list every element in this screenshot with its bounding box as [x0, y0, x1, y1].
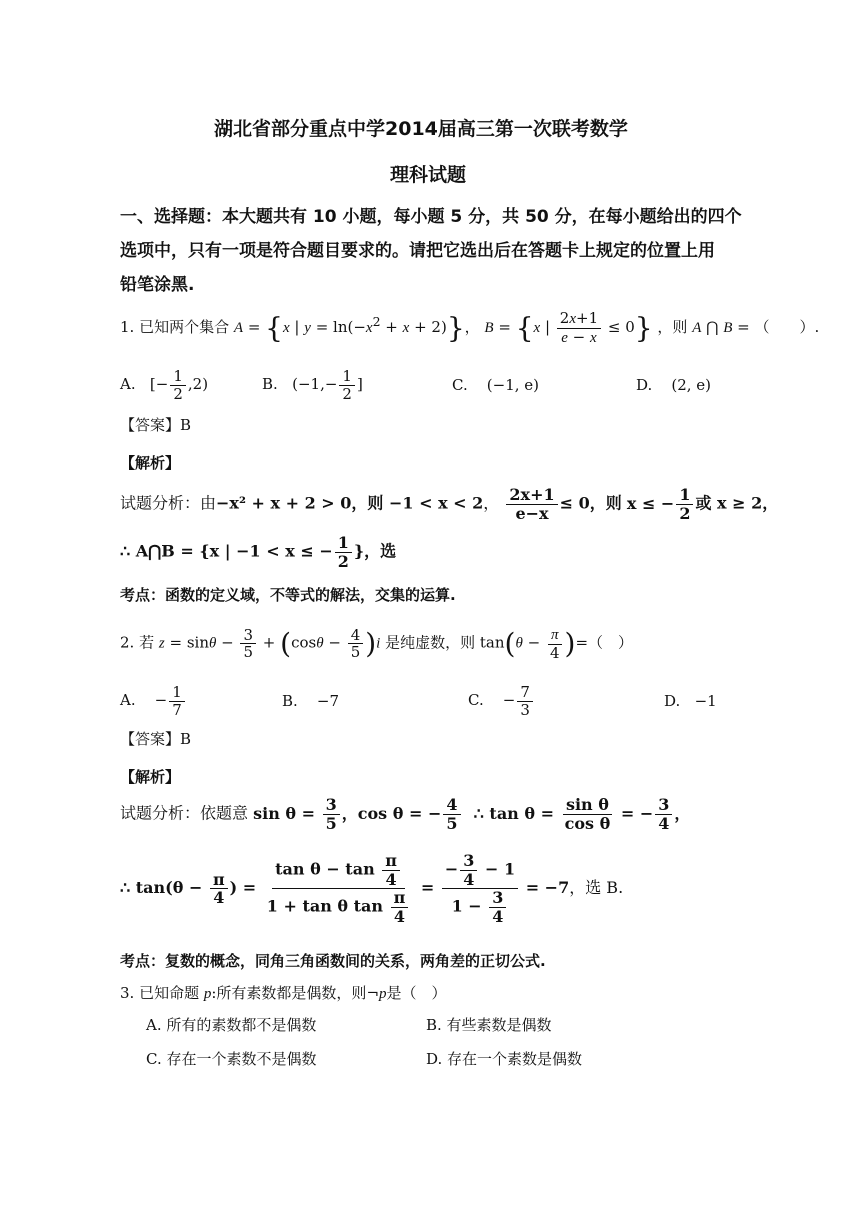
analysis-lead: 试题分析：依题意 — [120, 803, 249, 823]
question-1-blank: （ ）. — [754, 318, 820, 336]
question-3-option-a: A. 所有的素数都不是偶数 — [146, 1016, 317, 1034]
question-2-answer: 【答案】B — [120, 730, 192, 748]
question-1-analysis-label: 【解析】 — [120, 454, 181, 472]
analysis-1-expr: −x² + x + 2 > 0，则 −1 < x < 2 — [216, 493, 484, 513]
question-2-option-a: A. − $\frac{1}{7}$ — [120, 684, 187, 718]
question-2-option-d — [664, 692, 717, 710]
question-2-prefix: 2. 若 — [120, 633, 155, 652]
question-2-mid: 是纯虚数，则 — [385, 633, 476, 652]
option-b-value: −7 — [316, 692, 339, 710]
question-2-analysis-line2: ∴ tan(θ − $\frac{\pi}{4}$ ) = tan θ − tan $\frac{\pi}{4}$ 1 + tan θ tan $\frac{\pi}{4}$ = − $\frac{3}{4}$ − 1 1 − $\frac{3}{4}$ = −7，选 B. — [120, 851, 624, 926]
analysis-1-sep: ， — [483, 493, 500, 513]
option-d-label: D. — [636, 376, 653, 394]
question-1-knowledge-point: 考点：函数的定义域，不等式的解法，交集的运算. — [120, 586, 456, 604]
page-subtitle: 理科试题 — [390, 164, 467, 186]
option-b-label: B. — [282, 692, 298, 710]
question-2-analysis-line1: 试题分析：依题意 sin θ = $\frac{3}{5}$ ，cos θ = − $\frac{4}{5}$ ∴ tan θ = $\frac{\text{sin θ}}{\text{cos θ}}$ = − $\frac{3}{4}$ ， — [120, 795, 691, 833]
question-1-analysis-line2: ∴ A⋂B = {x | −1 < x ≤ − $\frac{1}{2}$ }，选 — [120, 533, 397, 571]
analysis-2-tail: }，选 — [353, 541, 397, 561]
option-a-label: A. — [120, 691, 136, 709]
question-2-blank: =（ ） — [575, 633, 634, 652]
question-2-stem: 2. 若 z = sinθ − $\frac{3}{5}$ + (cosθ − $\frac{4}{5}$ )i 是纯虚数，则 tan(θ − $\frac{\pi}{4}$ )=（ ） — [120, 625, 634, 662]
analysis-1-lead: 试题分析：由 — [120, 493, 217, 513]
analysis-2-tail: ，选 B. — [569, 878, 624, 898]
section-instructions-line2: 选项中，只有一项是符合题目要求的。请把它选出后在答题卡上规定的位置上用 — [120, 241, 715, 261]
option-d-value: −1 — [694, 692, 717, 710]
analysis-1-cond: ≤ 0，则 — [559, 493, 622, 513]
page-title: 湖北省部分重点中学2014届高三第一次联考数学 — [214, 118, 628, 140]
option-b-prefix: (−1,− — [292, 375, 338, 393]
option-d-value: (2, e) — [671, 376, 712, 394]
analysis-1-or: 或 x ≥ 2， — [695, 493, 779, 513]
question-1-option-b: B. (−1,− $\frac{1}{2}$ ] — [262, 367, 363, 403]
question-1-suffix: ，则 — [657, 318, 688, 336]
section-instructions-line3: 铅笔涂黑. — [120, 275, 195, 295]
question-1-option-d — [636, 376, 711, 394]
question-3-option-c: C. 存在一个素数不是偶数 — [146, 1050, 317, 1068]
question-1-stem: 1. 已知两个集合 A = {x | $y = \ln(-x^2 + x + 2)$}， B = {x | $\frac{2x+1}{e - x}$ ≤ 0} ，则 A ⋂ B = （ ）. — [120, 309, 820, 346]
question-1-answer: 【答案】B — [120, 416, 192, 434]
question-3-option-d: D. 存在一个素数是偶数 — [426, 1050, 583, 1068]
analysis-2-expr: ∴ A⋂B = {x | −1 < x ≤ − — [120, 541, 333, 561]
question-1-option-a: A. [− $\frac{1}{2}$ ,2) — [120, 367, 209, 403]
option-c-value: (−1, e) — [486, 376, 540, 394]
question-2-option-b — [282, 692, 339, 710]
option-b-label: B. — [262, 375, 278, 393]
question-2-knowledge-point: 考点：复数的概念，同角三角函数间的关系，两角差的正切公式. — [120, 952, 546, 970]
question-1-option-c — [452, 376, 539, 394]
question-3-prefix: 3. 已知命题 — [120, 984, 200, 1002]
question-2-analysis-label: 【解析】 — [120, 768, 181, 786]
option-c-label: C. — [468, 691, 484, 709]
question-1-analysis-line1: 试题分析：由−x² + x + 2 > 0，则 −1 < x < 2， $\frac{2x+1}{e-x}$ ≤ 0，则 x ≤ − $\frac{1}{2}$ 或 x ≥ 2， — [120, 485, 779, 523]
question-1-prefix: 1. 已知两个集合 — [120, 318, 230, 336]
option-b-tail: ] — [356, 375, 363, 393]
question-3-blank: 是（ ） — [386, 984, 447, 1002]
question-2-option-c: C. − $\frac{7}{3}$ — [468, 684, 535, 718]
option-c-label: C. — [452, 376, 468, 394]
question-3-stem: 3. 已知命题 p:所有素数都是偶数，则¬p是（ ） — [120, 984, 447, 1002]
option-a-prefix: [− — [149, 375, 169, 393]
option-d-label: D. — [664, 692, 681, 710]
question-3-mid: :所有素数都是偶数，则 — [211, 984, 367, 1002]
option-a-tail: ,2) — [187, 375, 209, 393]
question-3-option-b: B. 有些素数是偶数 — [426, 1016, 552, 1034]
option-a-label: A. — [120, 375, 136, 393]
section-instructions-line1: 一、选择题：本大题共有 10 小题，每小题 5 分，共 50 分，在每小题给出的四个 — [120, 207, 742, 227]
